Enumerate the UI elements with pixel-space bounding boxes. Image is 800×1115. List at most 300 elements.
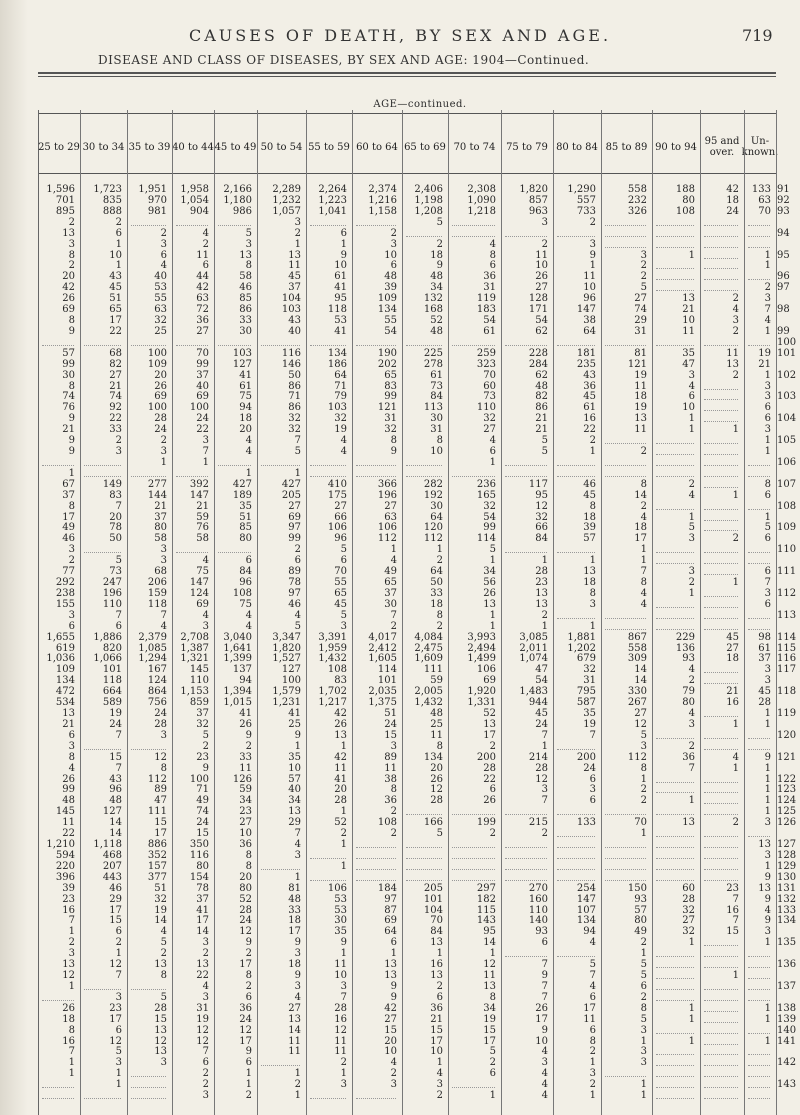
- leader-dots: [656, 956, 694, 957]
- table-cell: 214: [528, 752, 548, 763]
- table-cell: 3: [202, 937, 209, 948]
- table-cell: 6: [436, 992, 443, 1003]
- table-cell: 11: [583, 271, 596, 282]
- table-cell: 2: [732, 293, 739, 304]
- leader-dots: [605, 618, 646, 619]
- leader-dots: [557, 236, 595, 237]
- table-cell: 32: [384, 424, 397, 435]
- table-cell: 140: [528, 915, 548, 926]
- table-cell: 110: [528, 905, 548, 916]
- table-cell: 26: [334, 719, 347, 730]
- table-cell: 1,294: [138, 653, 167, 664]
- table-cell: 27: [288, 501, 301, 512]
- table-cell: 74: [109, 391, 122, 402]
- leader-dots: [704, 236, 738, 237]
- row-number: 124: [777, 795, 797, 806]
- row-number: 134: [777, 915, 797, 926]
- table-cell: 43: [109, 774, 122, 785]
- leader-dots: [505, 345, 547, 346]
- table-cell: 12: [483, 959, 496, 970]
- leader-dots: [452, 858, 495, 859]
- table-cell: 4: [245, 610, 252, 621]
- leader-dots: [656, 1033, 694, 1034]
- table-cell: 16: [726, 905, 739, 916]
- leader-dots: [84, 749, 121, 750]
- table-cell: 1: [764, 763, 771, 774]
- table-cell: 7: [732, 915, 739, 926]
- table-cell: 28: [682, 894, 695, 905]
- table-cell: 12: [62, 970, 75, 981]
- table-cell: 14: [288, 1025, 301, 1036]
- table-cell: 17: [430, 1036, 443, 1047]
- leader-dots: [704, 1065, 738, 1066]
- leader-dots: [656, 476, 694, 477]
- table-cell: 13: [384, 970, 397, 981]
- table-cell: 23: [535, 577, 548, 588]
- table-cell: 1,090: [467, 195, 496, 206]
- table-cell: 3: [68, 741, 75, 752]
- table-cell: 6: [764, 566, 771, 577]
- table-cell: 3,085: [519, 632, 548, 643]
- table-cell: 1,483: [519, 686, 548, 697]
- table-cell: 78: [288, 577, 301, 588]
- table-cell: 2: [541, 828, 548, 839]
- table-cell: 10: [334, 970, 347, 981]
- table-cell: 867: [627, 632, 647, 643]
- table-cell: 27: [483, 424, 496, 435]
- table-cell: 2: [589, 1079, 596, 1090]
- leader-dots: [656, 247, 694, 248]
- table-cell: 98: [758, 632, 771, 643]
- table-cell: 168: [423, 304, 443, 315]
- leader-dots: [656, 880, 694, 881]
- table-cell: 39: [62, 883, 75, 894]
- table-cell: 3: [640, 1025, 647, 1036]
- table-cell: 5: [640, 730, 647, 741]
- table-cell: 100: [147, 402, 167, 413]
- leader-dots: [748, 1033, 770, 1034]
- table-cell: 558: [627, 643, 647, 654]
- column-header: 30 to 34: [82, 141, 125, 153]
- table-cell: 5: [640, 1014, 647, 1025]
- table-cell: 17: [109, 315, 122, 326]
- table-cell: 3: [764, 664, 771, 675]
- table-cell: 43: [288, 315, 301, 326]
- table-cell: 247: [102, 577, 122, 588]
- table-cell: 13: [726, 359, 739, 370]
- table-cell: 2: [640, 271, 647, 282]
- table-cell: 45: [583, 391, 596, 402]
- table-cell: 115: [476, 905, 496, 916]
- table-row: [38, 1089, 776, 1102]
- table-cell: 8: [640, 479, 647, 490]
- leader-dots: [505, 847, 547, 848]
- table-cell: 7: [202, 1046, 209, 1057]
- table-cell: 109: [147, 359, 167, 370]
- leader-dots: [605, 1076, 646, 1077]
- table-cell: 116: [189, 850, 209, 861]
- table-cell: 45: [535, 708, 548, 719]
- table-cell: 1: [764, 260, 771, 271]
- table-cell: 1: [688, 937, 695, 948]
- table-cell: 8: [640, 1003, 647, 1014]
- table-cell: 5: [340, 544, 347, 555]
- table-cell: 9: [294, 730, 301, 741]
- table-cell: 2: [640, 501, 647, 512]
- table-cell: 4: [294, 839, 301, 850]
- table-cell: 2: [390, 228, 397, 239]
- row-number: 125: [777, 806, 797, 817]
- table-cell: 4: [68, 763, 75, 774]
- table-cell: 11: [334, 763, 347, 774]
- leader-dots: [656, 618, 694, 619]
- table-cell: 32: [288, 413, 301, 424]
- table-cell: 167: [147, 664, 167, 675]
- table-cell: 46: [62, 533, 75, 544]
- leader-dots: [656, 1054, 694, 1055]
- table-cell: 2: [160, 435, 167, 446]
- table-cell: 1: [589, 260, 596, 271]
- top-rule-thin: [38, 76, 776, 77]
- table-cell: 53: [334, 315, 347, 326]
- table-cell: 9: [390, 981, 397, 992]
- table-cell: 1: [489, 621, 496, 632]
- table-cell: 83: [334, 675, 347, 686]
- table-cell: 106: [377, 522, 397, 533]
- table-cell: 10: [239, 828, 252, 839]
- table-cell: 1: [764, 250, 771, 261]
- table-cell: 58: [154, 533, 167, 544]
- table-cell: 2: [732, 817, 739, 828]
- table-cell: 24: [239, 1014, 252, 1025]
- leader-dots: [605, 443, 646, 444]
- table-cell: 30: [430, 501, 443, 512]
- row-number: 114: [777, 632, 797, 643]
- table-cell: 20: [384, 1036, 397, 1047]
- leader-dots: [452, 847, 495, 848]
- table-cell: 3: [640, 1046, 647, 1057]
- table-cell: 4: [245, 446, 252, 457]
- table-cell: 350: [189, 839, 209, 850]
- table-cell: 8: [640, 763, 647, 774]
- table-cell: 1: [115, 948, 122, 959]
- table-cell: 1: [589, 555, 596, 566]
- table-cell: 10: [384, 250, 397, 261]
- table-cell: 82: [535, 391, 548, 402]
- table-cell: 46: [288, 599, 301, 610]
- table-cell: 13: [154, 959, 167, 970]
- table-cell: 11: [483, 970, 496, 981]
- leader-dots: [704, 1022, 738, 1023]
- table-cell: 19: [154, 905, 167, 916]
- table-cell: 40: [288, 784, 301, 795]
- table-cell: 1,036: [46, 653, 75, 664]
- table-cell: 25: [430, 719, 443, 730]
- leader-dots: [557, 836, 595, 837]
- table-cell: 18: [430, 599, 443, 610]
- leader-dots: [704, 836, 738, 837]
- table-cell: 963: [528, 206, 548, 217]
- table-cell: 32: [682, 905, 695, 916]
- leader-dots: [310, 345, 346, 346]
- leader-dots: [656, 509, 694, 510]
- table-cell: 27: [334, 501, 347, 512]
- table-cell: 1: [541, 741, 548, 752]
- table-cell: 6: [340, 228, 347, 239]
- table-cell: 202: [377, 359, 397, 370]
- table-cell: 50: [430, 577, 443, 588]
- table-cell: 21: [682, 304, 695, 315]
- table-cell: 13: [239, 250, 252, 261]
- table-cell: 9: [589, 250, 596, 261]
- table-cell: 71: [334, 381, 347, 392]
- table-cell: 155: [55, 599, 75, 610]
- leader-dots: [704, 247, 738, 248]
- table-cell: 66: [535, 522, 548, 533]
- column-header: 85 to 89: [605, 141, 648, 153]
- table-cell: 32: [483, 501, 496, 512]
- leader-dots: [505, 956, 547, 957]
- table-cell: 859: [189, 697, 209, 708]
- table-cell: 9: [202, 763, 209, 774]
- table-cell: 3,391: [318, 632, 347, 643]
- leader-dots: [704, 290, 738, 291]
- table-cell: 1: [294, 872, 301, 883]
- table-cell: 104: [281, 293, 301, 304]
- row-number: 111: [777, 566, 797, 577]
- table-cell: 220: [55, 861, 75, 872]
- leader-dots: [176, 225, 208, 226]
- table-cell: 7: [68, 1046, 75, 1057]
- table-cell: 73: [483, 391, 496, 402]
- table-cell: 96: [334, 533, 347, 544]
- table-cell: 36: [483, 271, 496, 282]
- table-cell: 3: [68, 610, 75, 621]
- leader-dots: [704, 476, 738, 477]
- table-cell: 1: [589, 1057, 596, 1068]
- table-cell: 69: [288, 512, 301, 523]
- table-cell: 26: [239, 719, 252, 730]
- table-cell: 78: [196, 883, 209, 894]
- table-cell: 6: [294, 555, 301, 566]
- row-number: 129: [777, 861, 797, 872]
- table-cell: 6: [245, 992, 252, 1003]
- table-cell: 8: [245, 850, 252, 861]
- table-cell: 443: [102, 872, 122, 883]
- table-cell: 101: [102, 664, 122, 675]
- table-cell: 56: [483, 577, 496, 588]
- table-cell: 118: [102, 675, 122, 686]
- leader-dots: [84, 552, 121, 553]
- table-cell: 45: [109, 282, 122, 293]
- table-cell: 81: [288, 883, 301, 894]
- table-cell: 1,153: [180, 686, 209, 697]
- table-cell: 17: [483, 730, 496, 741]
- leader-dots: [310, 858, 346, 859]
- table-cell: 20: [430, 763, 443, 774]
- table-cell: 12: [239, 1025, 252, 1036]
- table-cell: 7: [541, 981, 548, 992]
- table-cell: 1,723: [93, 184, 122, 195]
- table-cell: 8: [68, 1025, 75, 1036]
- leader-dots: [356, 476, 396, 477]
- leader-dots: [704, 1033, 738, 1034]
- table-cell: 13: [535, 599, 548, 610]
- leader-dots: [131, 1098, 166, 1099]
- table-cell: 54: [535, 675, 548, 686]
- leader-dots: [656, 847, 694, 848]
- table-cell: 117: [528, 479, 548, 490]
- table-cell: 26: [535, 1003, 548, 1014]
- table-cell: 61: [583, 402, 596, 413]
- table-cell: 114: [476, 533, 496, 544]
- table-cell: 4: [294, 992, 301, 1003]
- table-cell: 15: [483, 1025, 496, 1036]
- table-cell: 79: [334, 391, 347, 402]
- table-cell: 1: [68, 1068, 75, 1079]
- table-cell: 1: [732, 763, 739, 774]
- table-cell: 48: [288, 894, 301, 905]
- table-cell: 7: [340, 992, 347, 1003]
- table-cell: 733: [576, 206, 596, 217]
- table-cell: 11: [430, 730, 443, 741]
- table-cell: 1,290: [567, 184, 596, 195]
- table-cell: 6: [589, 774, 596, 785]
- table-cell: 986: [232, 206, 252, 217]
- table-cell: 28: [535, 566, 548, 577]
- table-cell: 14: [109, 828, 122, 839]
- table-cell: 1: [294, 1068, 301, 1079]
- leader-dots: [748, 1054, 770, 1055]
- table-cell: 36: [682, 752, 695, 763]
- table-cell: 31: [384, 413, 397, 424]
- table-cell: 8: [68, 501, 75, 512]
- table-cell: 7: [202, 446, 209, 457]
- table-cell: 29: [634, 315, 647, 326]
- table-cell: 1,041: [318, 206, 347, 217]
- table-cell: 4: [390, 1057, 397, 1068]
- table-cell: 53: [154, 282, 167, 293]
- table-cell: 45: [583, 490, 596, 501]
- leader-dots: [42, 1087, 74, 1088]
- table-cell: 70: [483, 370, 496, 381]
- row-number: 96: [777, 271, 790, 282]
- table-cell: 1,499: [467, 653, 496, 664]
- table-cell: 35: [583, 708, 596, 719]
- table-cell: 3: [160, 544, 167, 555]
- table-cell: 119: [476, 293, 496, 304]
- table-cell: 3: [115, 992, 122, 1003]
- table-cell: 3: [688, 566, 695, 577]
- table-cell: 309: [627, 653, 647, 664]
- table-cell: 33: [239, 315, 252, 326]
- table-cell: 12: [430, 784, 443, 795]
- table-cell: 133: [751, 184, 771, 195]
- table-cell: 26: [154, 381, 167, 392]
- table-cell: 81: [634, 348, 647, 359]
- leader-dots: [557, 465, 595, 466]
- table-cell: 100: [189, 774, 209, 785]
- table-cell: [306, 1089, 347, 1102]
- table-cell: 297: [476, 883, 496, 894]
- table-cell: 92: [109, 402, 122, 413]
- table-cell: 835: [102, 195, 122, 206]
- table-cell: 3: [115, 1057, 122, 1068]
- table-cell: 7: [589, 730, 596, 741]
- table-cell: 30: [384, 599, 397, 610]
- table-cell: 1,605: [368, 653, 397, 664]
- leader-dots: [704, 880, 738, 881]
- table-cell: 377: [147, 872, 167, 883]
- table-cell: 48: [430, 326, 443, 337]
- leader-dots: [656, 1000, 694, 1001]
- table-cell: 109: [55, 664, 75, 675]
- table-cell: 6: [115, 926, 122, 937]
- table-cell: 1: [764, 435, 771, 446]
- table-cell: 2: [436, 555, 443, 566]
- table-cell: 9: [245, 937, 252, 948]
- leader-dots: [704, 1000, 738, 1001]
- table-cell: 1: [436, 1057, 443, 1068]
- table-cell: 13: [288, 806, 301, 817]
- table-cell: 3: [390, 239, 397, 250]
- table-cell: 2: [688, 741, 695, 752]
- table-cell: 86: [288, 381, 301, 392]
- table-cell: 19: [758, 348, 771, 359]
- table-cell: 1,609: [414, 653, 443, 664]
- table-cell: 1: [245, 1068, 252, 1079]
- leader-dots: [505, 814, 547, 815]
- table-cell: 114: [377, 664, 397, 675]
- table-cell: 37: [758, 653, 771, 664]
- table-cell: 1: [764, 708, 771, 719]
- table-cell: 192: [423, 490, 443, 501]
- table-cell: 190: [377, 348, 397, 359]
- table-cell: 124: [147, 675, 167, 686]
- table-cell: 48: [384, 271, 397, 282]
- table-cell: 39: [384, 282, 397, 293]
- table-cell: 94: [583, 926, 596, 937]
- table-cell: 1,951: [138, 184, 167, 195]
- table-cell: 3: [390, 741, 397, 752]
- table-cell: 75: [239, 391, 252, 402]
- table-cell: 2: [732, 326, 739, 337]
- leader-dots: [176, 552, 208, 553]
- table-cell: 112: [147, 774, 167, 785]
- table-cell: 20: [239, 872, 252, 883]
- table-cell: 9: [390, 992, 397, 1003]
- table-cell: 95: [535, 490, 548, 501]
- table-cell: 76: [62, 402, 75, 413]
- table-cell: 134: [377, 304, 397, 315]
- table-cell: 74: [62, 391, 75, 402]
- table-cell: 42: [334, 752, 347, 763]
- table-cell: 165: [476, 490, 496, 501]
- table-cell: 9: [294, 937, 301, 948]
- row-number: 137: [777, 981, 797, 992]
- table-cell: 6: [589, 1025, 596, 1036]
- table-cell: 4: [589, 937, 596, 948]
- table-cell: 3: [68, 948, 75, 959]
- table-cell: 13: [634, 413, 647, 424]
- table-cell: 27: [196, 326, 209, 337]
- table-cell: 79: [682, 686, 695, 697]
- table-cell: 32: [288, 424, 301, 435]
- table-cell: 55: [154, 293, 167, 304]
- table-cell: 1: [640, 544, 647, 555]
- table-cell: 4: [688, 664, 695, 675]
- row-number: 119: [777, 708, 797, 719]
